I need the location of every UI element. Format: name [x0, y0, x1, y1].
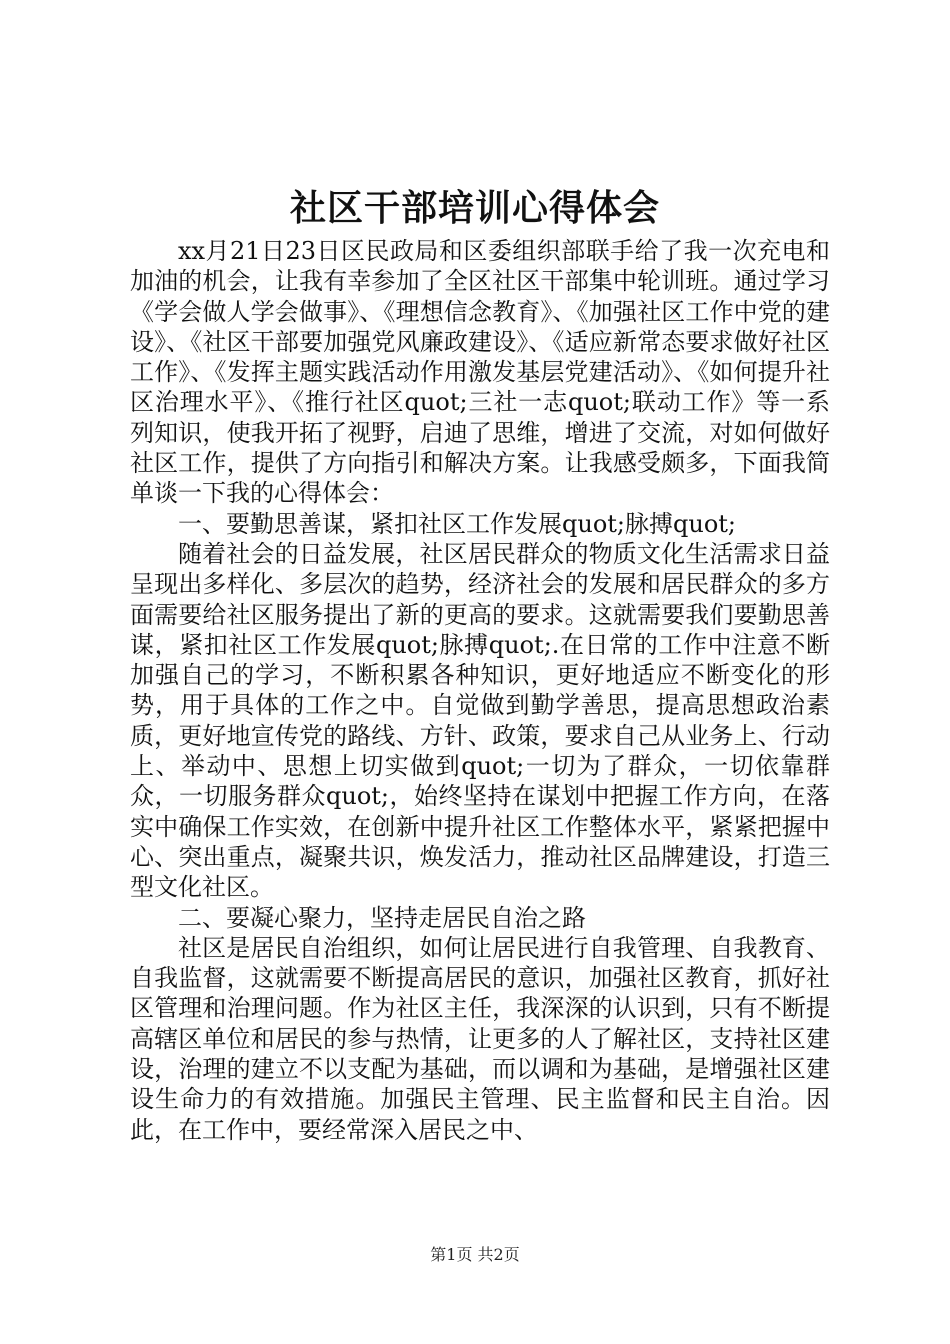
document-body — [130, 236, 830, 1145]
paragraph-section-1: 随着社会的日益发展，社区居民群众的物质文化生活需求日益呈现出多样化、多层次的趋势，经济社会的发展和居民群众的多方面需要给社区服务提出了新的更高的要求。这就需要我们要勤思善谋，紧扣社区工作发展quot;脉搏quot;.在日常的工作中注意不断加强自己的学习，不断积累各种知识，更好地适应不断变化的形势，用于具体的工作之中。自觉做到勤学善思，提高思想政治素质，更好地宣传党的路线、方针、政策，要求自己从业务上、行动上、举动中、思想上切实做到quot;一切为了群众，一切依靠群众，一切服务群众quot;，始终坚持在谋划中把握工作方向，在落实中确保工作实效，在创新中提升社区工作整体水平，紧紧把握中心、突出重点，凝聚共识，焕发活力，推动社区品牌建设，打造三型文化社区。 — [130, 539, 830, 902]
page-number-footer: 第1页 共2页 — [430, 1245, 520, 1264]
section-heading-2: 二、要凝心聚力，坚持走居民自治之路 — [178, 903, 586, 932]
paragraph-intro: xx月21日23日区民政局和区委组织部联手给了我一次充电和加油的机会，让我有幸参加了全区社区干部集中轮训班。通过学习《学会做人学会做事》、《理想信念教育》、《加强社区工作中党的建设》、《社区干部要加强党风廉政建设》、《适应新常态要求做好社区工作》、《发挥主题实践活动作用激发基层党建活动》、《如何提升社区治理水平》、《推行社区quot;三社一志quot;联动工作》等一系列知识，使我开拓了视野，启迪了思维，增进了交流，对如何做好社区工作，提供了方向指引和解决方案。让我感受颇多，下面我简单谈一下我的心得体会： — [130, 237, 830, 508]
document-title: 社区干部培训心得体会 — [289, 187, 660, 229]
section-heading-1: 一、要勤思善谋，紧扣社区工作发展quot;脉搏quot; — [178, 509, 736, 538]
paragraph-section-2: 社区是居民自治组织，如何让居民进行自我管理、自我教育、自我监督，这就需要不断提高居民的意识，加强社区教育，抓好社区管理和治理问题。作为社区主任，我深深的认识到，只有不断提高辖区单位和居民的参与热情，让更多的人了解社区，支持社区建设，治理的建立不以支配为基础，而以调和为基础，是增强社区建设生命力的有效措施。加强民主管理、民主监督和民主自治。因此，在工作中，要经常深入居民之中、 — [130, 933, 830, 1144]
